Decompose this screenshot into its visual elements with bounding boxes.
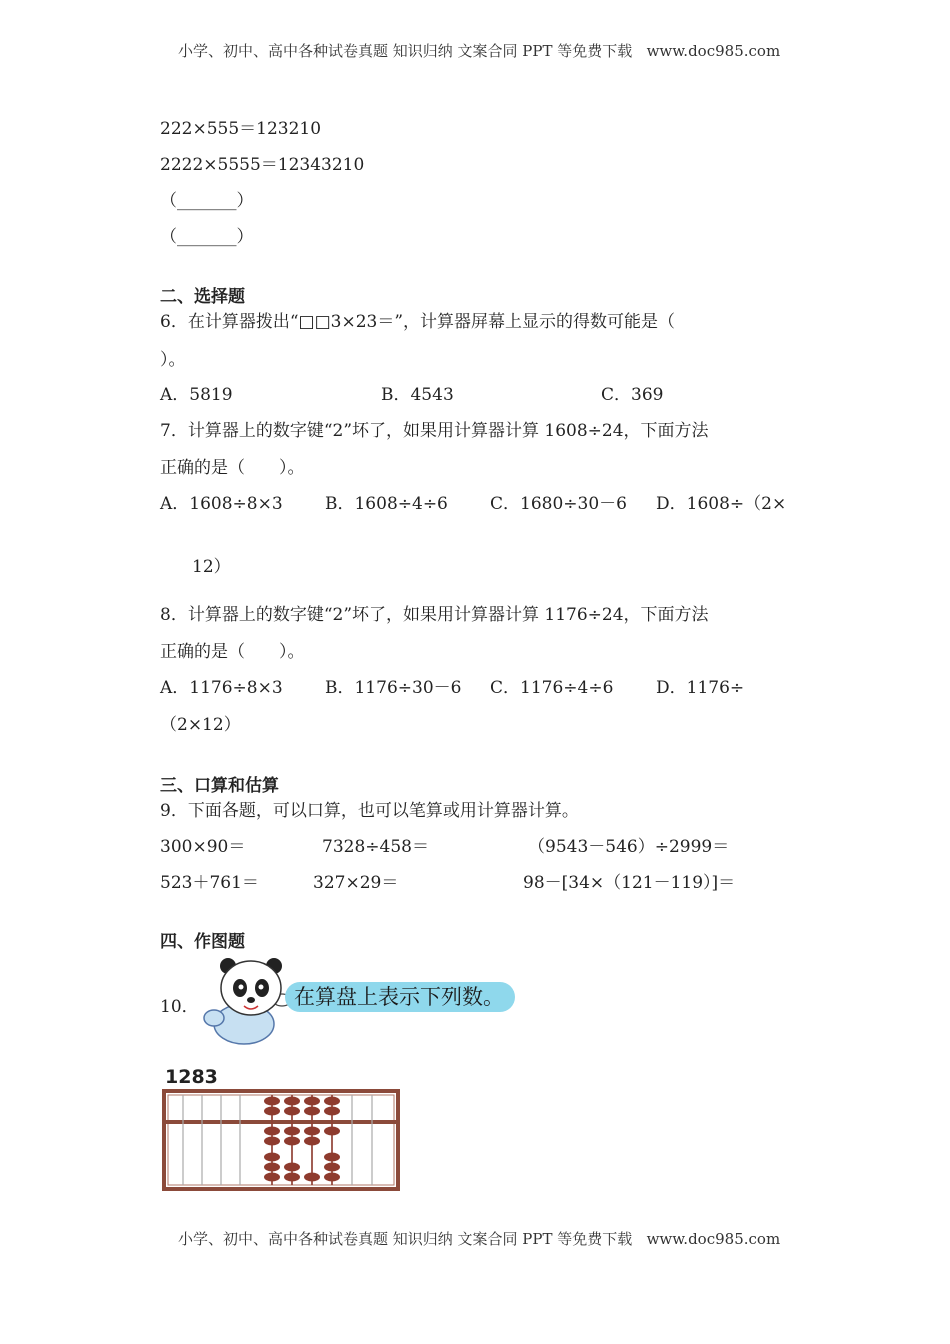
section-title-drawing: 四、作图题 [160, 932, 245, 952]
abacus-illustration [162, 1089, 400, 1191]
q6-stem-cont: ）。 [160, 350, 186, 370]
q6-stem: 6．在计算器拨出“□□3×23＝”，计算器屏幕上显示的得数可能是（ [160, 312, 676, 332]
q8-option-a: A．1176÷8×3 [160, 678, 283, 698]
q5-equation-3: 222×555＝123210 [160, 119, 322, 139]
q9-expr-5: 327×29＝ [313, 873, 399, 893]
q8-option-b: B．1176÷30－6 [325, 678, 462, 698]
abacus-number: 1283 [165, 1066, 218, 1088]
q9-expr-1: 300×90＝ [160, 837, 246, 857]
speech-bubble-text: 在算盘上表示下列数。 [294, 985, 504, 1009]
q7-option-b: B．1608÷4÷6 [325, 494, 448, 514]
q8-stem-cont: 正确的是（ ）。 [160, 642, 305, 662]
q7-stem: 7．计算器上的数字键“2”坏了，如果用计算器计算 1608÷24，下面方法 [160, 421, 709, 441]
section-title-calc: 三、口算和估算 [160, 776, 279, 796]
q7-option-d: D．1608÷（2× [656, 494, 787, 514]
page-footer: 小学、初中、高中各种试卷真题 知识归纳 文案合同 PPT 等免费下载 www.doc985.com [178, 1230, 781, 1248]
page-header: 小学、初中、高中各种试卷真题 知识归纳 文案合同 PPT 等免费下载 www.doc985.com [178, 42, 781, 60]
q9-expr-4: 523＋761＝ [160, 873, 259, 893]
q5-answer-blank-2: （_______） [160, 227, 254, 247]
q9-expr-3: （9543－546）÷2999＝ [528, 837, 730, 857]
panda-illustration [196, 952, 296, 1048]
q7-option-d-cont: 12） [192, 557, 231, 577]
q6-option-c: C．369 [601, 385, 664, 405]
q9-expr-2: 7328÷458＝ [322, 837, 429, 857]
q8-option-d: D．1176÷ [656, 678, 745, 698]
q7-stem-cont: 正确的是（ ）。 [160, 458, 305, 478]
q8-option-d-cont: （2×12） [160, 715, 241, 735]
q5-answer-blank-1: （_______） [160, 191, 254, 211]
q7-option-c: C．1680÷30－6 [490, 494, 627, 514]
q10-number: 10． [160, 997, 199, 1017]
q6-option-b: B．4543 [381, 385, 454, 405]
section-title-choice: 二、选择题 [160, 287, 245, 307]
q9-expr-6: 98－[34×（121－119）]＝ [523, 873, 736, 893]
q7-option-a: A．1608÷8×3 [160, 494, 283, 514]
q8-option-c: C．1176÷4÷6 [490, 678, 614, 698]
q6-option-a: A．5819 [160, 385, 233, 405]
q8-stem: 8．计算器上的数字键“2”坏了，如果用计算器计算 1176÷24，下面方法 [160, 605, 709, 625]
q9-stem: 9．下面各题，可以口算，也可以笔算或用计算器计算。 [160, 801, 579, 821]
q5-equation-4: 2222×5555＝12343210 [160, 155, 365, 175]
